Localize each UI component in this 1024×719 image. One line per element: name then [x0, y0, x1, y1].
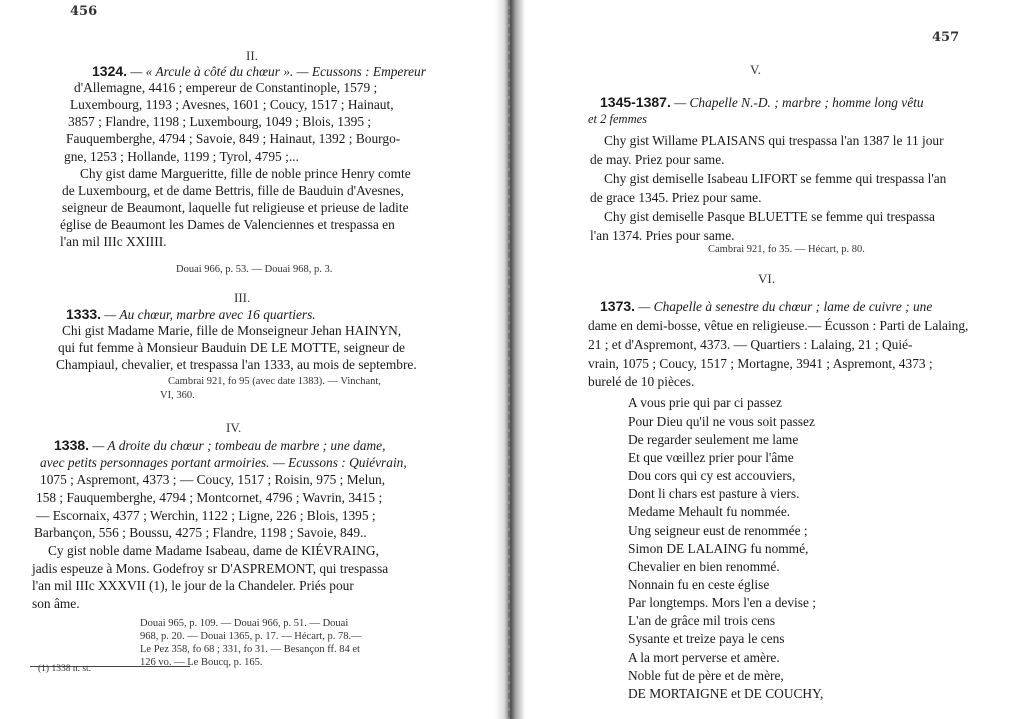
source-citation: Cambrai 921, fo 35. — Hécart, p. 80. — [708, 244, 865, 255]
source-citation: Douai 965, p. 109. — Douai 966, p. 51. — Douai — [140, 618, 349, 629]
verse-line: Chevalier en bien renommé. — [628, 559, 780, 574]
entry-line: et 2 femmes — [588, 112, 648, 126]
source-citation: Douai 966, p. 53. — Douai 968, p. 3. — [176, 264, 333, 275]
verse-line: De regarder seulement me lame — [628, 432, 799, 447]
entry-line: 1345-1387. — Chapelle N.-D. ; marbre ; homme long vêtu — [600, 94, 924, 110]
verse-line: Et que vœillez prier pour l'âme — [628, 450, 794, 465]
section-heading: IV. — [226, 420, 242, 435]
entry-line: burelé de 10 pièces. — [588, 374, 695, 389]
entry-line: 1373. — Chapelle à senestre du chœur ; lame de cuivre ; une — [600, 298, 933, 314]
source-citation: VI, 360. — [160, 390, 195, 401]
entry-line: dame en demi-bosse, vêtue en religieuse.— Écusson : Parti de Lalaing, — [588, 318, 969, 333]
verse-line: L'an de grâce mil trois cens — [628, 613, 776, 628]
verse-line: Ung seigneur eust de renommée ; — [628, 523, 808, 538]
entry-line: Luxembourg, 1193 ; Avesnes, 1601 ; Coucy, 1517 ; Hainaut, — [70, 97, 394, 112]
verse-line: Dont li chars est pasture à viers. — [628, 486, 800, 501]
footnote: (1) 1338 n. st. — [38, 664, 92, 674]
section-heading: VI. — [758, 271, 775, 286]
entry-line: l'an 1374. Pries pour same. — [590, 228, 735, 243]
entry-line: jadis espeuze à Mons. Godefroy sr D'ASPREMONT, qui trespassa — [32, 561, 389, 576]
entry-line: 21 ; et d'Aspremont, 4373. — Quartiers : Lalaing, 21 ; Quié- — [588, 337, 913, 352]
entry-line: Chy gist Willame PLAISANS qui trespassa l'an 1387 le 11 jour — [604, 133, 944, 148]
entry-line: Champiaul, chevalier, et trespassa l'an 1333, au mois de septembre. — [56, 357, 417, 372]
section-heading: II. — [246, 48, 258, 63]
entry-line: Barbançon, 556 ; Boussu, 4275 ; Flandre, 1198 ; Savoie, 849.. — [34, 525, 367, 540]
verse-line: Noble fut de père et de mère, — [628, 668, 784, 683]
entry-line: 158 ; Fauquemberghe, 4794 ; Montcornet, 4796 ; Wavrin, 3415 ; — [36, 490, 383, 505]
verse-line: Pour Dieu qu'il ne vous soit passez — [628, 414, 815, 429]
verse-line: Par longtemps. Mors l'en a devise ; — [628, 595, 816, 610]
entry-line: 3857 ; Flandre, 1198 ; Luxembourg, 1049 ; Blois, 1395 ; — [68, 114, 372, 129]
section-heading: V. — [750, 62, 761, 77]
entry-line: 1338. — A droite du chœur ; tombeau de marbre ; une dame, — [54, 437, 386, 453]
verse-line: Simon DE LALAING fu nommé, — [628, 541, 809, 556]
entry-line: église de Beaumont les Dames de Valenciennes et trespassa en — [60, 217, 395, 232]
entry-line: de Luxembourg, et de dame Bettris, fille de Bauduin d'Avesnes, — [62, 183, 404, 198]
entry-line: Chy gist dame Margueritte, fille de noble prince Henry comte — [80, 166, 411, 181]
verse-line: A vous prie qui par ci passez — [628, 395, 782, 410]
entry-line: — Escornaix, 4377 ; Werchin, 1122 ; Ligne, 226 ; Blois, 1395 ; — [36, 508, 376, 523]
entry-line: Chi gist Madame Marie, fille de Monseigneur Jehan HAINYN, — [62, 323, 402, 338]
entry-line: de may. Priez pour same. — [590, 152, 725, 167]
source-citation: Le Pez 358, fo 68 ; 331, fo 31. — Besançon ff. 84 et — [140, 644, 360, 655]
verse-line: Nonnain fu en ceste église — [628, 577, 770, 592]
entry-line: Chy gist demiselle Pasque BLUETTE se femme qui trespassa — [604, 209, 935, 224]
page-number: 457 — [932, 30, 960, 45]
entry-line: 1324. — « Arcule à côté du chœur ». — Ecussons : Empereur — [92, 63, 426, 79]
right-page — [512, 0, 1024, 719]
source-citation: 126 vo. — Le Boucq, p. 165. — [140, 657, 263, 668]
source-citation: Cambrai 921, fo 95 (avec date 1383). — Vinchant, — [168, 376, 381, 387]
left-page — [0, 0, 500, 719]
entry-line: vrain, 1075 ; Coucy, 1517 ; Mortagne, 3941 ; Aspremont, 4373 ; — [588, 356, 933, 371]
verse-line: Dou cors qui cy est accouviers, — [628, 468, 796, 483]
verse-line: DE MORTAIGNE et DE COUCHY, — [628, 686, 824, 701]
entry-line: Chy gist demiselle Isabeau LIFORT se femme qui trespassa l'an — [604, 171, 947, 186]
entry-line: son âme. — [32, 596, 80, 611]
entry-line: Cy gist noble dame Madame Isabeau, dame de KIÉVRAING, — [48, 543, 379, 558]
entry-line: l'an mil IIIc XXXVII (1), le jour de la Chandeler. Priés pour — [32, 578, 354, 593]
entry-line: gne, 1253 ; Hollande, 1199 ; Tyrol, 4795 ;... — [64, 149, 299, 164]
entry-line: seigneur de Beaumont, laquelle fut religieuse et prieuse de ladite — [62, 200, 409, 215]
source-citation: 968, p. 20. — Douai 1365, p. 17. — Hécart, p. 78.— — [140, 631, 362, 642]
page-number: 456 — [70, 4, 98, 19]
verse-line: Medame Mehault fu nommée. — [628, 504, 791, 519]
entry-line: qui fut femme à Monsieur Bauduin DE LE MOTTE, seigneur de — [58, 340, 405, 355]
entry-line: avec petits personnages portant armoiries. — Ecussons : Quiévrain, — [40, 455, 407, 470]
section-heading: III. — [234, 290, 251, 305]
entry-line: d'Allemagne, 4416 ; empereur de Constantinople, 1579 ; — [74, 80, 378, 95]
entry-line: Fauquemberghe, 4794 ; Savoie, 849 ; Hainaut, 1392 ; Bourgo- — [66, 131, 401, 146]
verse-line: A la mort perverse et amère. — [628, 650, 780, 665]
verse-line: Sysante et treize paya le cens — [628, 631, 785, 646]
entry-line: l'an mil IIIc XXIIII. — [60, 234, 167, 249]
entry-line: de grace 1345. Priez pour same. — [590, 190, 762, 205]
entry-line: 1075 ; Aspremont, 4373 ; — Coucy, 1517 ; Roisin, 975 ; Melun, — [40, 472, 386, 487]
entry-line: 1333. — Au chœur, marbre avec 16 quartiers. — [66, 306, 316, 322]
